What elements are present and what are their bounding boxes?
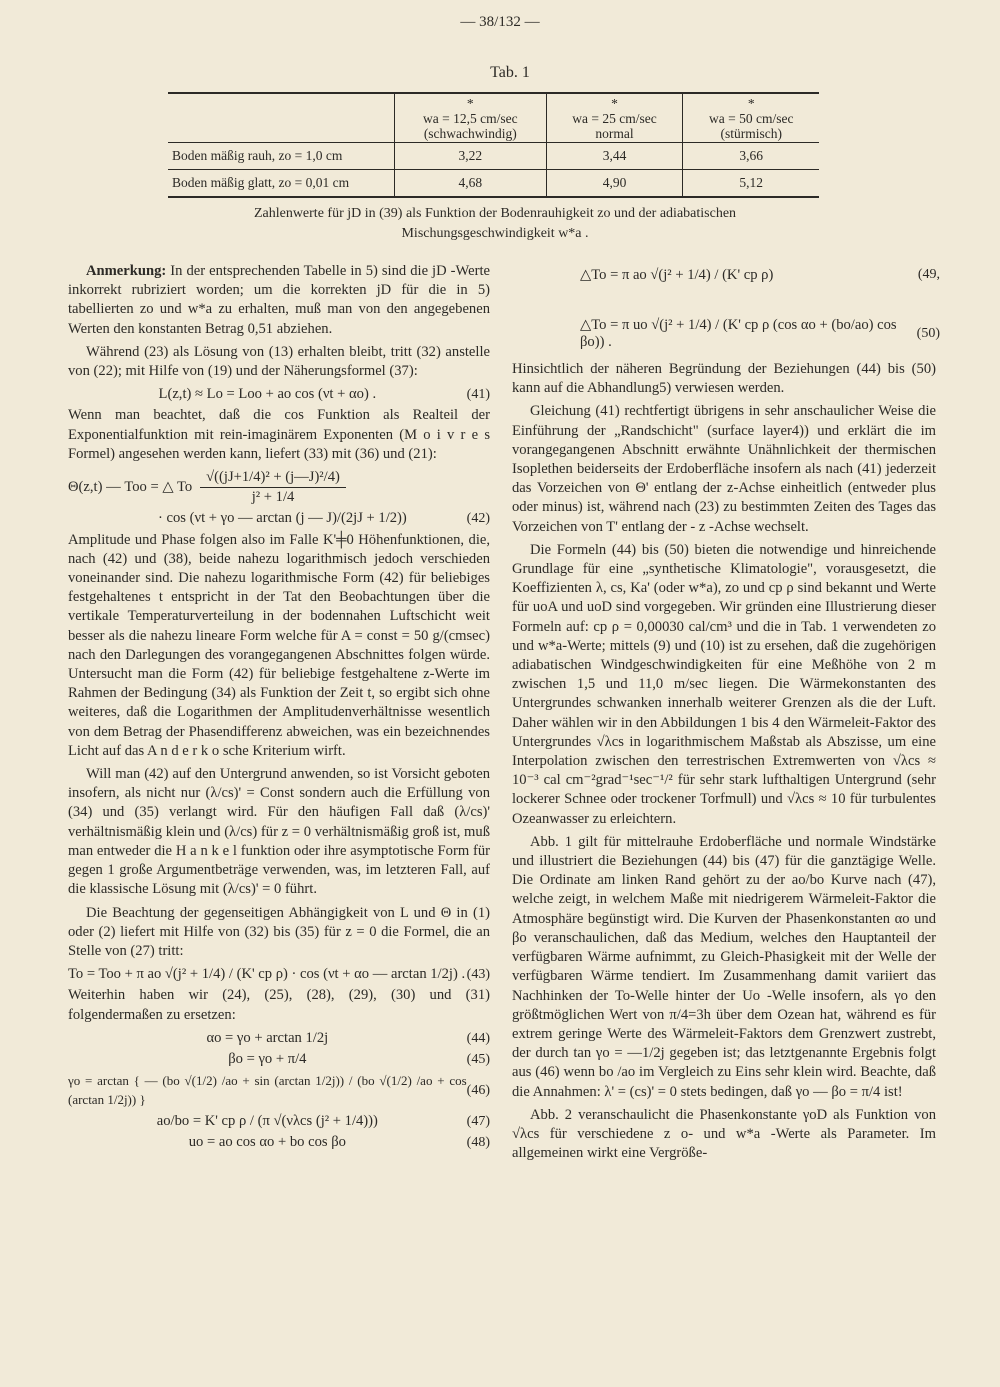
table-cell: 5,12 (683, 170, 819, 198)
equation-49-body: △To = π ao √(j² + 1/4) / (K' cp ρ) (580, 267, 774, 283)
equation-50-body: △To = π uo √(j² + 1/4) / (K' cp ρ (cos αo + (bo/ao) cos βo)) . (580, 317, 897, 350)
equation-45-body: βo = γo + π/4 (228, 1050, 307, 1067)
table-caption (190, 204, 800, 244)
caption-line-2: Mischungsgeschwindigkeit w*a . (401, 226, 589, 241)
table-cell: 3,22 (395, 143, 547, 170)
table-row-label: Boden mäßig glatt, zo = 0,01 cm (168, 170, 395, 198)
table-row (168, 170, 819, 198)
paragraph: Wenn man beachtet, daß die cos Funktion als Realteil der Exponentialfunktion mit rein-imaginärem Exponenten (M o i v r e s Formel) angesehen werden kann, liefert (33) mit (36) und (21): (68, 407, 490, 462)
equation-44-number: (44) (466, 1030, 490, 1046)
equation-48-number: (48) (466, 1134, 490, 1150)
equation-45-number: (45) (466, 1051, 490, 1067)
equation-41 (68, 385, 490, 404)
paragraph: Gleichung (41) rechtfertigt übrigens in sehr anschaulicher Weise die Einführung der „Randschicht" (surface layer4)) und erklärt die im vorangegangenen Abschnitt erwähnte Unähnlichkeit der thermischen Isoplethen beiderseits der Erdoberfläche insofern als nach (41) jederzeit das Vorzeichen von Θ' entlang der z-Achse einheitlich (entweder plus oder minus) ist, während nach (23) zu bestimmten Zeiten des Tages das Vorzeichen von T' entlang der - z -Achse wechselt. (512, 403, 936, 535)
table-header-cell: * wa = 50 cm/sec (stürmisch) (683, 93, 819, 143)
paragraph: Abb. 1 gilt für mittelrauhe Erdoberfläche und normale Windstärke und illustriert die Beziehungen (44) bis (47) für die ganztägige Welle. Die Ordinate am linken Rand gehört zu der ao/bo Kurve nach (47), welche zeigt, in welchem Maße mit niedrigerem Wärmeleit-Faktor die Atmosphäre begünstigt wird. Die Kurven der Phasenkonstanten αo und βo veranschaulichen, daß das Medium, welches den Hauptanteil der verfügbaren Wärme aufnimmt, zu Gleich-Phasigkeit mit der Welle der verfügbaren Wärme tendiert. Im Zusammenhang damit variiert das Nachhinken der To-Welle hinter der Uo -Welle insofern, als γo den größtmöglichen Wert von π/4=3h über dem Ozean hat, während es für extrem geringe Werte des Wärmeleit-Faktors dem Grenzwert zustrebt, der durch tan γo = —1/2j gegeben ist; das letztgenannte Ergebnis folgt aus (46) wenn bo /ao im Vergleich zu Eins sehr klein wird. Beachte, daß die Annahmen: λ' = (cs)' = 0 stets bedingen, daß γo — βo = π/4 ist! (512, 833, 936, 1100)
paragraph: Will man (42) auf den Untergrund anwenden, so ist Vorsicht geboten insofern, als nicht nur (λ/cs)' = Const sondern auch die Erfüllung von (34) und (35) verlangt wird. Für den häufigen Fall daß (λ/cs)' verhältnismäßig klein und (λ/cs) für z = 0 verhältnismäßig groß ist, muß man entweder die H a n k e l funktion oder ihre asymptotische Form für gegen 1 große Argumentbeträge verwenden, was, im letzteren Fall, auf die klassische Lösung mit (λ/cs)' = 0 führt. (68, 766, 490, 898)
table-header-empty (168, 93, 395, 143)
equation-48-body: uo = ao cos αo + bo cos βo (188, 1133, 346, 1150)
table-title: Tab. 1 (490, 64, 530, 81)
equation-50-number: (50) (916, 325, 940, 341)
equation-42-number: (42) (466, 511, 490, 527)
paragraph: Die Beachtung der gegenseitigen Abhängigkeit von L und Θ in (1) oder (2) liefert mit Hilfe von (32) bis (35) für z = 0 die Formel, die an Stelle von (27) tritt: (68, 904, 490, 959)
equation-42-fraction (200, 468, 346, 507)
table-cell: 4,90 (546, 170, 683, 198)
equation-47-number: (47) (466, 1113, 490, 1129)
equation-49-number: (49, (917, 267, 940, 282)
equation-47-body: ao/bo = K' cp ρ / (π √(νλcs (j² + 1/4))) (156, 1112, 378, 1129)
equation-42a (68, 468, 490, 507)
equation-47 (68, 1112, 490, 1131)
equation-42b (68, 509, 490, 528)
table-header-cell: * wa = 12,5 cm/sec (schwachwindig) (395, 93, 547, 143)
equation-45 (68, 1050, 490, 1069)
note-label: Anmerkung: (86, 263, 167, 279)
equation-42-lhs: Θ(z,t) — Too = △ To (68, 479, 193, 496)
equation-44 (68, 1029, 490, 1048)
equation-46 (68, 1071, 490, 1109)
equation-43 (68, 965, 490, 984)
right-column (512, 360, 936, 1167)
equation-48 (68, 1133, 490, 1152)
paragraph: Weiterhin haben wir (24), (25), (28), (29), (30) und (31) folgendermaßen zu ersetzen: (68, 987, 490, 1023)
paragraph (68, 262, 490, 339)
equation-42-numerator: √((jJ+1/4)² + (j—J)²/4) (200, 468, 346, 488)
equation-42-denominator: j² + 1/4 (251, 489, 295, 506)
caption-line-1: Zahlenwerte für jD in (39) als Funktion der Bodenrauhigkeit zo und der adiabatischen (253, 206, 737, 221)
table-row (168, 143, 819, 170)
equation-42-cos: · cos (νt + γo — arctan (j — J)/(2jJ + 1/2)) (158, 510, 407, 527)
paragraph: Während (23) als Lösung von (13) erhalten bleibt, tritt (32) anstelle von (22); mit Hilfe von (19) und der Näherungsformel (37): (68, 343, 490, 380)
table-cell: 3,66 (683, 143, 819, 170)
equation-49 (580, 264, 940, 286)
table-header-cell: * wa = 25 cm/sec normal (546, 93, 683, 143)
equation-46-number: (46) (466, 1082, 490, 1098)
paragraph: Hinsichtlich der näheren Begründung der Beziehungen (44) bis (50) kann auf die Abhandlung5) verwiesen werden. (512, 361, 936, 397)
table-cell: 4,68 (395, 170, 547, 198)
equation-43-body: To = Too + π ao √(j² + 1/4) / (K' cp ρ) · cos (νt + αo — arctan 1/2j) . (68, 966, 466, 983)
paragraph-text: In der entsprechenden Tabelle in 5) sind die jD -Werte inkorrekt rubriziert worden; um die korrekten jD für die in 5) tabellierten zo und w*a zu erhalten, muß man von den angegebenen Werten den konstanten Betrag 0,51 abziehen. (68, 263, 490, 337)
equation-41-number: (41) (466, 387, 490, 403)
data-table (168, 92, 819, 198)
table-row-label: Boden mäßig rauh, zo = 1,0 cm (168, 143, 395, 170)
left-column (68, 262, 490, 1154)
equation-46-body: γo = arctan { — (bo √(1/2) /ao + sin (arctan 1/2j)) / (bo √(1/2) /ao + cos (arctan 1/2j)) } (68, 1073, 467, 1108)
table-cell: 3,44 (546, 143, 683, 170)
equation-43-number: (43) (466, 967, 490, 983)
paragraph: Die Formeln (44) bis (50) bieten die notwendige und hinreichende Grundlage für eine „synthetische Klimatologie", vorausgesetzt, die Koeffizienten λ, cs, Ka' (oder w*a), zo und cp ρ sind bekannt und Werte für uoA und uoD sind vorgegeben. Wir gründen eine Illustrierung dieser Formeln auf: cp ρ = 0,00030 cal/cm³ und die in Tab. 1 verwendeten zo und w*a-Werte; mittels (9) und (10) ist zu ersehen, daß die zugehörigen adiabatischen Windgeschwindigkeiten für eine Meßhöhe von 2 m zwischen 1,5 und 11,0 m/sec liegen. Die Wärmekonstanten des Untergrundes schwanken innerhalb weiterer Grenzen als die der Luft. Daher wählen wir in den Abbildungen 1 bis 4 den Wärmeleit-Faktor des Untergrundes √λcs in logarithmischem Maßstab als Abszisse, um eine Interpolation zwischen den terrestrischen Extremwerten von √λcs ≈ 10⁻³ cal cm⁻²grad⁻¹sec⁻¹/² für sehr stark lufthaltigen Untergrund (sehr lockerer Schnee oder trockener Torfmull) und √λcs ≈ 10 für turbulentes Ozeanwasser zu erleichtern. (512, 541, 936, 827)
paragraph: Amplitude und Phase folgen also im Falle K'╪0 Höhenfunktionen, die, nach (42) und (38), beide nahezu logarithmisch jedoch verschieden voneinander sind. Die nahezu logarithmische Form (42) für beliebiges festgehaltenes t entspricht in der Tat den Beobachtungen über die vertikale Temperaturverteilung in der bodennahen Luftschicht weit besser als die nahezu lineare Form welche für A = const = 50 g/(cmsec) nach den Darlegungen des vorangegangenen Abschnittes folgen würde. Untersucht man die Form (42) für beliebige festgehaltene z-Werte im Rahmen der Bedingung (34) als Funktion der Zeit t, so ergibt sich ohne weiteres, daß die Logarithmen der Amplitudenverhältnisse wesentlich von dem Betrag der Phasendifferenz abweichen, was ein bezeichnendes Licht auf das A n d e r k o sche Kriterium wirft. (68, 531, 490, 759)
equation-44-body: αo = γo + arctan 1/2j (206, 1029, 329, 1046)
equation-50 (580, 314, 940, 353)
page-number: — 38/132 — (460, 14, 540, 30)
paragraph: Abb. 2 veranschaulicht die Phasenkonstante γoD als Funktion von √λcs für verschiedene z o- und w*a -Werte als Parameter. Im allgemeinen wirkt eine Vergröße- (512, 1106, 936, 1162)
equation-41-body: L(z,t) ≈ Lo = Loo + ao cos (νt + αo) . (158, 386, 377, 403)
